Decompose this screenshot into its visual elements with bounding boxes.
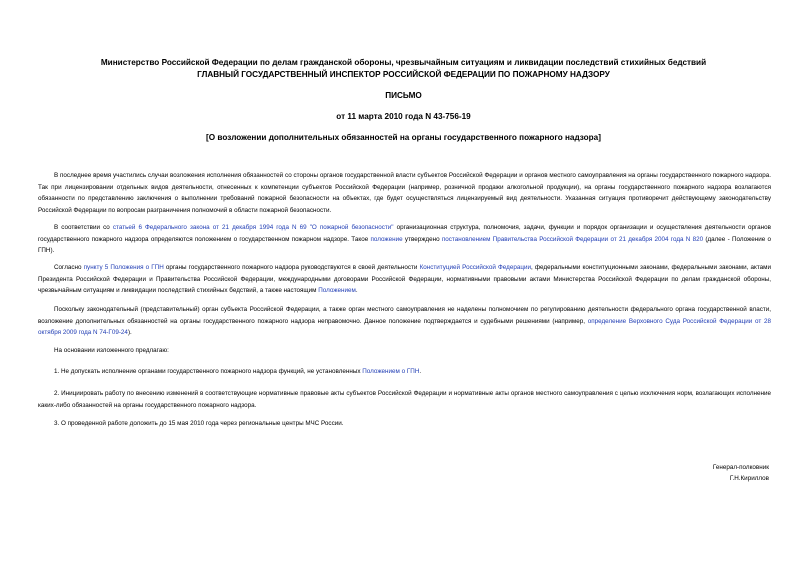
paragraph-2 [38, 222, 771, 257]
supreme-court-ruling-link[interactable]: определение Верховного Суда Российской Федерации от 28 октября 2009 года N 74-Г09-24 [38, 317, 771, 336]
signature-name: Г.Н.Кириллов [729, 475, 769, 482]
paragraph-2-text-d: (далее - Положение о ГПН). [38, 235, 771, 254]
paragraph-2-text-b: организационная структура, полномочия, задачи, функции и порядок организации и осуществления деятельности органов государственного пожарного надзора определяются положением о государственном пожарном надзоре. Такое [38, 224, 772, 243]
paragraph-3-text-c: , федеральными конституционными законами, федеральными законами, актами Президента Российской Федерации и Правительства Российской Федерации, международными договорами Российской Федерации, нормативными правовыми актами Министерства Российской Федерации по делам гражданской обороны, чрезвычайным ситуациям и ликвидации последствий стихийных бедствий, а также настоящим [38, 264, 772, 294]
paragraph-2-text-a: В соответствии со [54, 224, 113, 231]
document-subject: [О возложении дополнительных обязанностей на органы государственного пожарного надзора] [206, 133, 601, 142]
paragraph-3 [38, 262, 771, 297]
gpn-clause-5-link[interactable]: пункту 5 Положения о ГПН [83, 264, 164, 271]
paragraph-7: 2. Инициировать работу по внесению изменений в соответствующие нормативные правовые акты субъектов Российской Федерации и нормативные акты органов местного самоуправления с целью исключения норм, возлагающих исполнение каких-либо обязанностей на органы государственного пожарного надзора. [38, 390, 771, 409]
regulation-link[interactable]: положение [370, 235, 403, 243]
paragraph-3-text-a: Согласно [54, 264, 84, 271]
regulation-self-link[interactable]: Положением [318, 287, 356, 294]
paragraph-4-text-b: ). [127, 329, 132, 336]
paragraph-3-text-d: . [355, 287, 358, 294]
government-decree-820-link[interactable]: постановлением Правительства Российской Федерации от 21 декабря 2004 года N 820 [441, 235, 704, 243]
inspector-heading: ГЛАВНЫЙ ГОСУДАРСТВЕННЫЙ ИНСПЕКТОР РОССИЙСКОЙ ФЕДЕРАЦИИ ПО ПОЖАРНОМУ НАДЗОРУ [197, 70, 610, 79]
law-69-fz-link[interactable]: статьей 6 Федерального закона от 21 декабря 1994 года N 69 "О пожарной безопасности" [112, 224, 394, 231]
signature-rank: Генерал-полковник [712, 464, 769, 471]
paragraph-6-text-a: 1. Не допускать исполнение органами государственного пожарного надзора функций, не установленных [54, 368, 363, 375]
paragraph-5: На основании изложенного предлагаю: [54, 347, 169, 354]
document-date: от 11 марта 2010 года N 43-756-19 [336, 112, 471, 121]
paragraph-2-text-c: утверждено [402, 235, 442, 243]
document-type: ПИСЬМО [385, 91, 422, 100]
paragraph-6 [38, 366, 771, 378]
paragraph-4-text-a: Поскольку законодательный (представительный) орган субъекта Российской Федерации, а также орган местного самоуправления не наделены полномочием по регулированию деятельности федерального органа государственной власти, возложение дополнительных обязанностей на органы государственного пожарного надзора неправомочно. Данное положение подтверждается и судебными решениями (например, [38, 306, 771, 325]
paragraph-3-text-b: органы государственного пожарного надзора руководствуются в своей деятельности [163, 264, 420, 271]
paragraph-1: В последнее время участились случаи возложения исполнения обязанностей со стороны органов государственной власти субъектов Российской Федерации и органов местного самоуправления на органы государственного пожарного надзора. Так при лицензировании отдельных видов деятельности, отнесенных к компетенции субъектов Российской Федерации (например, розничной продажи алкогольной продукции), на органы государственного пожарного надзора возлагаются обязанности по представлению заключения о выполнении требований пожарной безопасности на объектах, где будет осуществляться лицензируемый вид деятельности. Указанная ситуация противоречит действующему законодательству Российской Федерации по вопросам разграничения полномочий в области пожарной безопасности. [38, 172, 771, 214]
constitution-link[interactable]: Конституцией Российской Федерации [419, 264, 531, 271]
paragraph-4 [38, 304, 771, 339]
gpn-regulation-link[interactable]: Положением о ГПН [362, 368, 420, 375]
paragraph-6-text-b: . [419, 368, 422, 375]
paragraph-8: 3. О проведенной работе доложить до 15 мая 2010 года через региональные центры МЧС России. [54, 420, 344, 427]
ministry-heading: Министерство Российской Федерации по делам гражданской обороны, чрезвычайным ситуациям и ликвидации последствий стихийных бедствий [100, 58, 707, 67]
